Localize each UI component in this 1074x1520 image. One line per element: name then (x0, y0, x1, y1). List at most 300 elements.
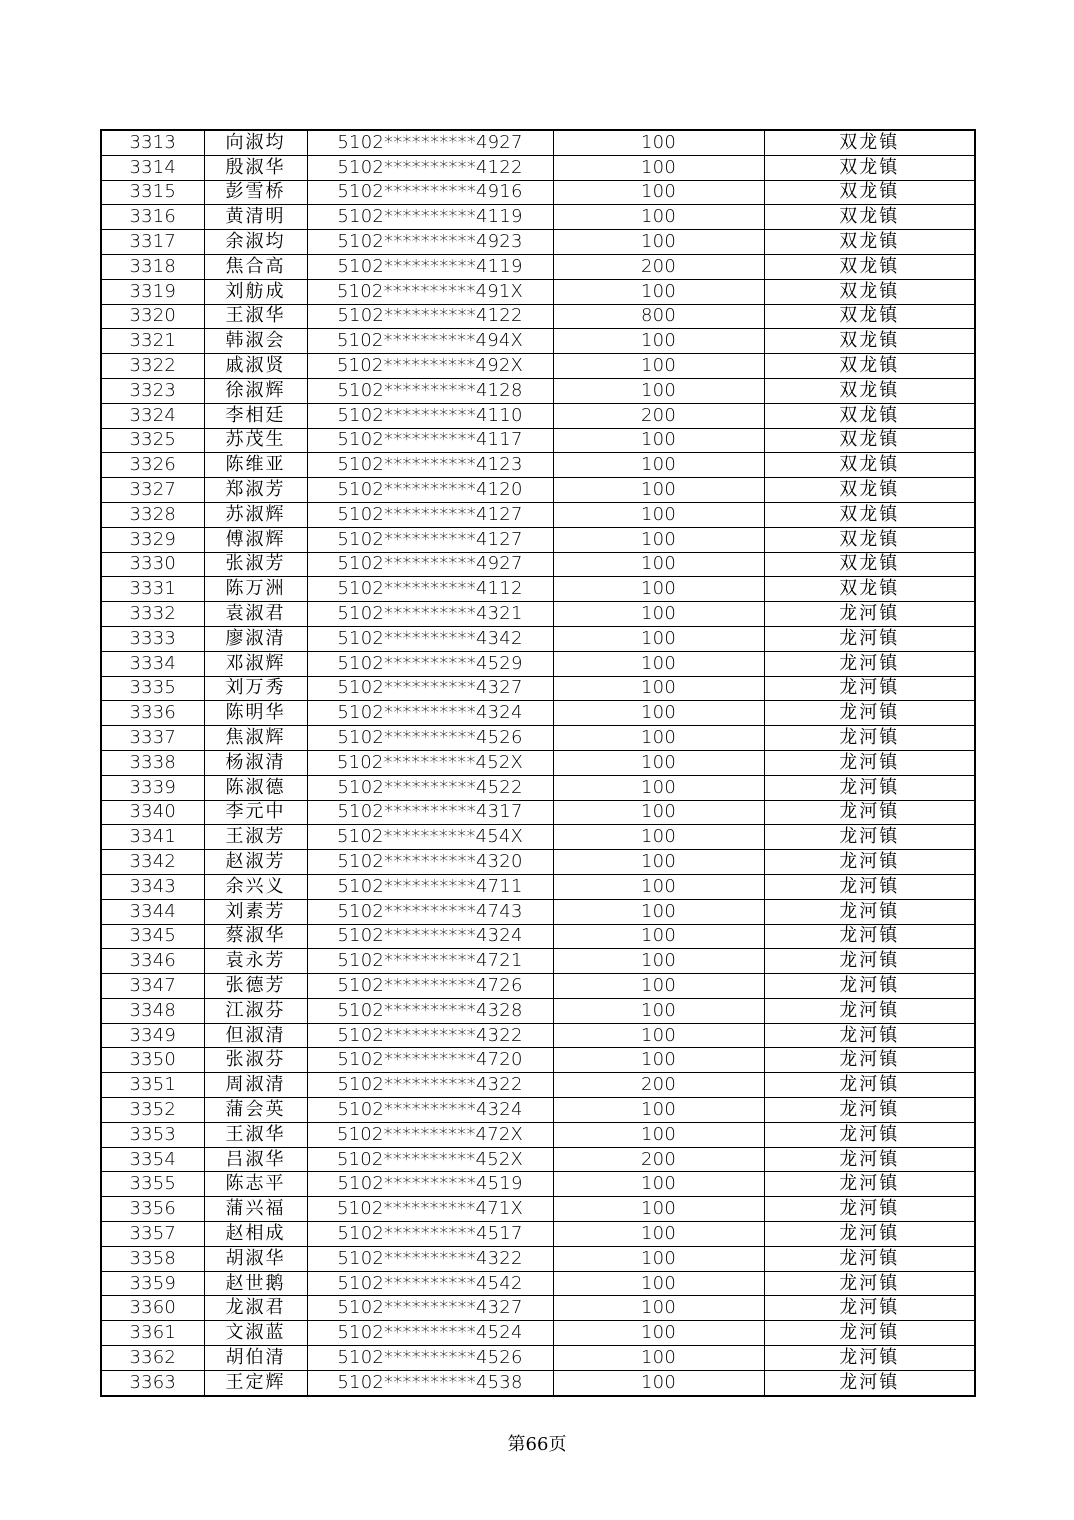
table-row (101, 180, 975, 205)
id-number-cell: 5102**********4519 (307, 1172, 553, 1197)
amount-cell: 100 (553, 527, 764, 552)
id-number-cell: 5102**********4526 (307, 726, 553, 751)
table-row (101, 552, 975, 577)
town-cell: 双龙镇 (764, 230, 975, 255)
table-row (101, 800, 975, 825)
name-cell: 郑淑芳 (204, 478, 307, 503)
table-row (101, 378, 975, 403)
town-cell: 龙河镇 (764, 1098, 975, 1123)
town-cell: 龙河镇 (764, 1122, 975, 1147)
table-row (101, 1296, 975, 1321)
amount-cell: 100 (553, 453, 764, 478)
table-row (101, 850, 975, 875)
serial-number-cell: 3338 (101, 750, 204, 775)
amount-cell: 100 (553, 1321, 764, 1346)
town-cell: 龙河镇 (764, 1370, 975, 1395)
town-cell: 龙河镇 (764, 1073, 975, 1098)
town-cell: 双龙镇 (764, 577, 975, 602)
amount-cell: 100 (553, 577, 764, 602)
table-row (101, 874, 975, 899)
town-cell: 龙河镇 (764, 1271, 975, 1296)
town-cell: 双龙镇 (764, 254, 975, 279)
amount-cell: 100 (553, 205, 764, 230)
id-number-cell: 5102**********4927 (307, 552, 553, 577)
table-row (101, 1246, 975, 1271)
town-cell: 龙河镇 (764, 800, 975, 825)
town-cell: 双龙镇 (764, 180, 975, 205)
id-number-cell: 5102**********4127 (307, 502, 553, 527)
id-number-cell: 5102**********4320 (307, 850, 553, 875)
town-cell: 龙河镇 (764, 626, 975, 651)
name-cell: 王淑华 (204, 1122, 307, 1147)
town-cell: 龙河镇 (764, 874, 975, 899)
serial-number-cell: 3314 (101, 155, 204, 180)
serial-number-cell: 3337 (101, 726, 204, 751)
id-number-cell: 5102**********4128 (307, 378, 553, 403)
id-number-cell: 5102**********492X (307, 354, 553, 379)
town-cell: 龙河镇 (764, 1296, 975, 1321)
id-number-cell: 5102**********4721 (307, 949, 553, 974)
town-cell: 双龙镇 (764, 329, 975, 354)
id-number-cell: 5102**********4542 (307, 1271, 553, 1296)
serial-number-cell: 3335 (101, 676, 204, 701)
serial-number-cell: 3341 (101, 825, 204, 850)
name-cell: 陈志平 (204, 1172, 307, 1197)
table-row (101, 1271, 975, 1296)
amount-cell: 100 (553, 552, 764, 577)
table-row (101, 254, 975, 279)
name-cell: 廖淑清 (204, 626, 307, 651)
serial-number-cell: 3353 (101, 1122, 204, 1147)
id-number-cell: 5102**********4321 (307, 602, 553, 627)
amount-cell: 100 (553, 676, 764, 701)
table-row (101, 1147, 975, 1172)
name-cell: 刘舫成 (204, 279, 307, 304)
id-number-cell: 5102**********4923 (307, 230, 553, 255)
serial-number-cell: 3348 (101, 998, 204, 1023)
town-cell: 龙河镇 (764, 1147, 975, 1172)
amount-cell: 100 (553, 1048, 764, 1073)
serial-number-cell: 3318 (101, 254, 204, 279)
amount-cell: 100 (553, 1197, 764, 1222)
amount-cell: 100 (553, 750, 764, 775)
table-row (101, 1346, 975, 1371)
amount-cell: 800 (553, 304, 764, 329)
town-cell: 双龙镇 (764, 279, 975, 304)
name-cell: 苏淑辉 (204, 502, 307, 527)
id-number-cell: 5102**********4522 (307, 775, 553, 800)
serial-number-cell: 3345 (101, 924, 204, 949)
town-cell: 龙河镇 (764, 726, 975, 751)
table-row (101, 651, 975, 676)
serial-number-cell: 3344 (101, 899, 204, 924)
amount-cell: 100 (553, 726, 764, 751)
id-number-cell: 5102**********452X (307, 750, 553, 775)
town-cell: 龙河镇 (764, 998, 975, 1023)
name-cell: 但淑清 (204, 1023, 307, 1048)
town-cell: 双龙镇 (764, 155, 975, 180)
table-row (101, 577, 975, 602)
serial-number-cell: 3327 (101, 478, 204, 503)
serial-number-cell: 3352 (101, 1098, 204, 1123)
id-number-cell: 5102**********4112 (307, 577, 553, 602)
serial-number-cell: 3315 (101, 180, 204, 205)
id-number-cell: 5102**********4322 (307, 1023, 553, 1048)
town-cell: 双龙镇 (764, 428, 975, 453)
id-number-cell: 5102**********4322 (307, 1073, 553, 1098)
town-cell: 双龙镇 (764, 378, 975, 403)
town-cell: 双龙镇 (764, 552, 975, 577)
id-number-cell: 5102**********4324 (307, 701, 553, 726)
name-cell: 赵相成 (204, 1222, 307, 1247)
amount-cell: 100 (553, 775, 764, 800)
amount-cell: 100 (553, 924, 764, 949)
name-cell: 王定辉 (204, 1370, 307, 1395)
town-cell: 双龙镇 (764, 502, 975, 527)
serial-number-cell: 3323 (101, 378, 204, 403)
serial-number-cell: 3329 (101, 527, 204, 552)
town-cell: 龙河镇 (764, 701, 975, 726)
amount-cell: 100 (553, 155, 764, 180)
name-cell: 陈淑德 (204, 775, 307, 800)
id-number-cell: 5102**********4122 (307, 304, 553, 329)
amount-cell: 100 (553, 998, 764, 1023)
name-cell: 陈维亚 (204, 453, 307, 478)
table-row (101, 1048, 975, 1073)
id-number-cell: 5102**********4538 (307, 1370, 553, 1395)
amount-cell: 200 (553, 1147, 764, 1172)
table-row (101, 949, 975, 974)
table-row (101, 825, 975, 850)
name-cell: 江淑芬 (204, 998, 307, 1023)
serial-number-cell: 3336 (101, 701, 204, 726)
amount-cell: 100 (553, 974, 764, 999)
amount-cell: 200 (553, 1073, 764, 1098)
serial-number-cell: 3343 (101, 874, 204, 899)
town-cell: 龙河镇 (764, 1321, 975, 1346)
name-cell: 余兴义 (204, 874, 307, 899)
id-number-cell: 5102**********4324 (307, 924, 553, 949)
name-cell: 韩淑会 (204, 329, 307, 354)
amount-cell: 100 (553, 949, 764, 974)
id-number-cell: 5102**********4517 (307, 1222, 553, 1247)
table-row (101, 726, 975, 751)
serial-number-cell: 3340 (101, 800, 204, 825)
table-row (101, 998, 975, 1023)
amount-cell: 100 (553, 279, 764, 304)
amount-cell: 100 (553, 1172, 764, 1197)
table-row (101, 155, 975, 180)
name-cell: 刘素芳 (204, 899, 307, 924)
table-row (101, 1023, 975, 1048)
table-row (101, 750, 975, 775)
amount-cell: 100 (553, 701, 764, 726)
name-cell: 徐淑辉 (204, 378, 307, 403)
serial-number-cell: 3362 (101, 1346, 204, 1371)
amount-cell: 100 (553, 1023, 764, 1048)
table-row (101, 279, 975, 304)
amount-cell: 200 (553, 254, 764, 279)
name-cell: 袁淑君 (204, 602, 307, 627)
amount-cell: 100 (553, 230, 764, 255)
serial-number-cell: 3313 (101, 130, 204, 155)
table-row (101, 924, 975, 949)
name-cell: 王淑华 (204, 304, 307, 329)
serial-number-cell: 3358 (101, 1246, 204, 1271)
table-row (101, 354, 975, 379)
name-cell: 陈万洲 (204, 577, 307, 602)
id-number-cell: 5102**********4743 (307, 899, 553, 924)
name-cell: 周淑清 (204, 1073, 307, 1098)
name-cell: 戚淑贤 (204, 354, 307, 379)
serial-number-cell: 3319 (101, 279, 204, 304)
table-row (101, 974, 975, 999)
id-number-cell: 5102**********4122 (307, 155, 553, 180)
serial-number-cell: 3331 (101, 577, 204, 602)
table-row (101, 502, 975, 527)
serial-number-cell: 3361 (101, 1321, 204, 1346)
serial-number-cell: 3332 (101, 602, 204, 627)
town-cell: 双龙镇 (764, 527, 975, 552)
amount-cell: 100 (553, 874, 764, 899)
amount-cell: 100 (553, 130, 764, 155)
name-cell: 黄清明 (204, 205, 307, 230)
town-cell: 双龙镇 (764, 304, 975, 329)
id-number-cell: 5102**********4324 (307, 1098, 553, 1123)
table-row (101, 1172, 975, 1197)
table-row (101, 1197, 975, 1222)
name-cell: 袁永芳 (204, 949, 307, 974)
table-row (101, 230, 975, 255)
table-row (101, 602, 975, 627)
roster-table (100, 129, 976, 1397)
amount-cell: 100 (553, 651, 764, 676)
town-cell: 龙河镇 (764, 1197, 975, 1222)
amount-cell: 100 (553, 1246, 764, 1271)
name-cell: 李元中 (204, 800, 307, 825)
town-cell: 龙河镇 (764, 651, 975, 676)
id-number-cell: 5102**********4327 (307, 676, 553, 701)
table-row (101, 1222, 975, 1247)
amount-cell: 200 (553, 403, 764, 428)
serial-number-cell: 3347 (101, 974, 204, 999)
amount-cell: 100 (553, 329, 764, 354)
serial-number-cell: 3350 (101, 1048, 204, 1073)
table-row (101, 899, 975, 924)
name-cell: 张淑芬 (204, 1048, 307, 1073)
id-number-cell: 5102**********4117 (307, 428, 553, 453)
amount-cell: 100 (553, 378, 764, 403)
table-row (101, 1073, 975, 1098)
id-number-cell: 5102**********4119 (307, 205, 553, 230)
id-number-cell: 5102**********4327 (307, 1296, 553, 1321)
serial-number-cell: 3325 (101, 428, 204, 453)
town-cell: 龙河镇 (764, 825, 975, 850)
name-cell: 张德芳 (204, 974, 307, 999)
town-cell: 龙河镇 (764, 899, 975, 924)
serial-number-cell: 3324 (101, 403, 204, 428)
name-cell: 胡淑华 (204, 1246, 307, 1271)
serial-number-cell: 3322 (101, 354, 204, 379)
name-cell: 余淑均 (204, 230, 307, 255)
table-row (101, 676, 975, 701)
town-cell: 龙河镇 (764, 1023, 975, 1048)
id-number-cell: 5102**********452X (307, 1147, 553, 1172)
serial-number-cell: 3339 (101, 775, 204, 800)
serial-number-cell: 3356 (101, 1197, 204, 1222)
amount-cell: 100 (553, 1222, 764, 1247)
amount-cell: 100 (553, 180, 764, 205)
town-cell: 双龙镇 (764, 403, 975, 428)
table-row (101, 1370, 975, 1395)
amount-cell: 100 (553, 1370, 764, 1395)
amount-cell: 100 (553, 626, 764, 651)
town-cell: 龙河镇 (764, 1222, 975, 1247)
name-cell: 杨淑清 (204, 750, 307, 775)
id-number-cell: 5102**********472X (307, 1122, 553, 1147)
page-number: 第66页 (507, 1434, 567, 1455)
serial-number-cell: 3355 (101, 1172, 204, 1197)
town-cell: 双龙镇 (764, 354, 975, 379)
name-cell: 蒲会英 (204, 1098, 307, 1123)
amount-cell: 100 (553, 850, 764, 875)
id-number-cell: 5102**********4123 (307, 453, 553, 478)
serial-number-cell: 3349 (101, 1023, 204, 1048)
town-cell: 双龙镇 (764, 205, 975, 230)
id-number-cell: 5102**********4110 (307, 403, 553, 428)
town-cell: 龙河镇 (764, 949, 975, 974)
id-number-cell: 5102**********4328 (307, 998, 553, 1023)
table-row (101, 205, 975, 230)
amount-cell: 100 (553, 502, 764, 527)
table-row (101, 775, 975, 800)
town-cell: 龙河镇 (764, 1346, 975, 1371)
table-row (101, 1098, 975, 1123)
name-cell: 刘万秀 (204, 676, 307, 701)
name-cell: 赵淑芳 (204, 850, 307, 875)
serial-number-cell: 3359 (101, 1271, 204, 1296)
serial-number-cell: 3316 (101, 205, 204, 230)
town-cell: 龙河镇 (764, 676, 975, 701)
serial-number-cell: 3346 (101, 949, 204, 974)
town-cell: 双龙镇 (764, 130, 975, 155)
name-cell: 文淑蓝 (204, 1321, 307, 1346)
name-cell: 胡伯清 (204, 1346, 307, 1371)
serial-number-cell: 3354 (101, 1147, 204, 1172)
town-cell: 双龙镇 (764, 453, 975, 478)
roster-table-body (101, 130, 975, 1396)
id-number-cell: 5102**********4529 (307, 651, 553, 676)
town-cell: 龙河镇 (764, 974, 975, 999)
id-number-cell: 5102**********4342 (307, 626, 553, 651)
town-cell: 龙河镇 (764, 1048, 975, 1073)
table-row (101, 527, 975, 552)
id-number-cell: 5102**********494X (307, 329, 553, 354)
table-row (101, 701, 975, 726)
amount-cell: 100 (553, 428, 764, 453)
name-cell: 彭雪桥 (204, 180, 307, 205)
town-cell: 龙河镇 (764, 1172, 975, 1197)
name-cell: 张淑芳 (204, 552, 307, 577)
town-cell: 龙河镇 (764, 850, 975, 875)
serial-number-cell: 3333 (101, 626, 204, 651)
name-cell: 陈明华 (204, 701, 307, 726)
serial-number-cell: 3317 (101, 230, 204, 255)
id-number-cell: 5102**********491X (307, 279, 553, 304)
id-number-cell: 5102**********4524 (307, 1321, 553, 1346)
id-number-cell: 5102**********4322 (307, 1246, 553, 1271)
name-cell: 龙淑君 (204, 1296, 307, 1321)
amount-cell: 100 (553, 825, 764, 850)
name-cell: 蒲兴福 (204, 1197, 307, 1222)
id-number-cell: 5102**********4720 (307, 1048, 553, 1073)
amount-cell: 100 (553, 1271, 764, 1296)
name-cell: 傅淑辉 (204, 527, 307, 552)
name-cell: 殷淑华 (204, 155, 307, 180)
amount-cell: 100 (553, 478, 764, 503)
serial-number-cell: 3321 (101, 329, 204, 354)
serial-number-cell: 3342 (101, 850, 204, 875)
amount-cell: 100 (553, 602, 764, 627)
amount-cell: 100 (553, 1346, 764, 1371)
table-row (101, 626, 975, 651)
amount-cell: 100 (553, 899, 764, 924)
table-row (101, 304, 975, 329)
name-cell: 苏茂生 (204, 428, 307, 453)
name-cell: 王淑芳 (204, 825, 307, 850)
id-number-cell: 5102**********4317 (307, 800, 553, 825)
name-cell: 赵世鹅 (204, 1271, 307, 1296)
table-row (101, 428, 975, 453)
id-number-cell: 5102**********4726 (307, 974, 553, 999)
id-number-cell: 5102**********4927 (307, 130, 553, 155)
table-row (101, 453, 975, 478)
town-cell: 龙河镇 (764, 775, 975, 800)
town-cell: 龙河镇 (764, 924, 975, 949)
id-number-cell: 5102**********4916 (307, 180, 553, 205)
amount-cell: 100 (553, 1296, 764, 1321)
town-cell: 龙河镇 (764, 602, 975, 627)
table-row (101, 1122, 975, 1147)
serial-number-cell: 3328 (101, 502, 204, 527)
serial-number-cell: 3357 (101, 1222, 204, 1247)
id-number-cell: 5102**********4711 (307, 874, 553, 899)
id-number-cell: 5102**********4127 (307, 527, 553, 552)
amount-cell: 100 (553, 1122, 764, 1147)
table-row (101, 1321, 975, 1346)
name-cell: 李相廷 (204, 403, 307, 428)
name-cell: 向淑均 (204, 130, 307, 155)
serial-number-cell: 3360 (101, 1296, 204, 1321)
amount-cell: 100 (553, 354, 764, 379)
name-cell: 焦淑辉 (204, 726, 307, 751)
name-cell: 蔡淑华 (204, 924, 307, 949)
serial-number-cell: 3334 (101, 651, 204, 676)
town-cell: 双龙镇 (764, 478, 975, 503)
id-number-cell: 5102**********4526 (307, 1346, 553, 1371)
id-number-cell: 5102**********4120 (307, 478, 553, 503)
name-cell: 邓淑辉 (204, 651, 307, 676)
serial-number-cell: 3326 (101, 453, 204, 478)
serial-number-cell: 3330 (101, 552, 204, 577)
id-number-cell: 5102**********471X (307, 1197, 553, 1222)
town-cell: 龙河镇 (764, 1246, 975, 1271)
table-row (101, 329, 975, 354)
id-number-cell: 5102**********4119 (307, 254, 553, 279)
amount-cell: 100 (553, 1098, 764, 1123)
serial-number-cell: 3351 (101, 1073, 204, 1098)
amount-cell: 100 (553, 800, 764, 825)
